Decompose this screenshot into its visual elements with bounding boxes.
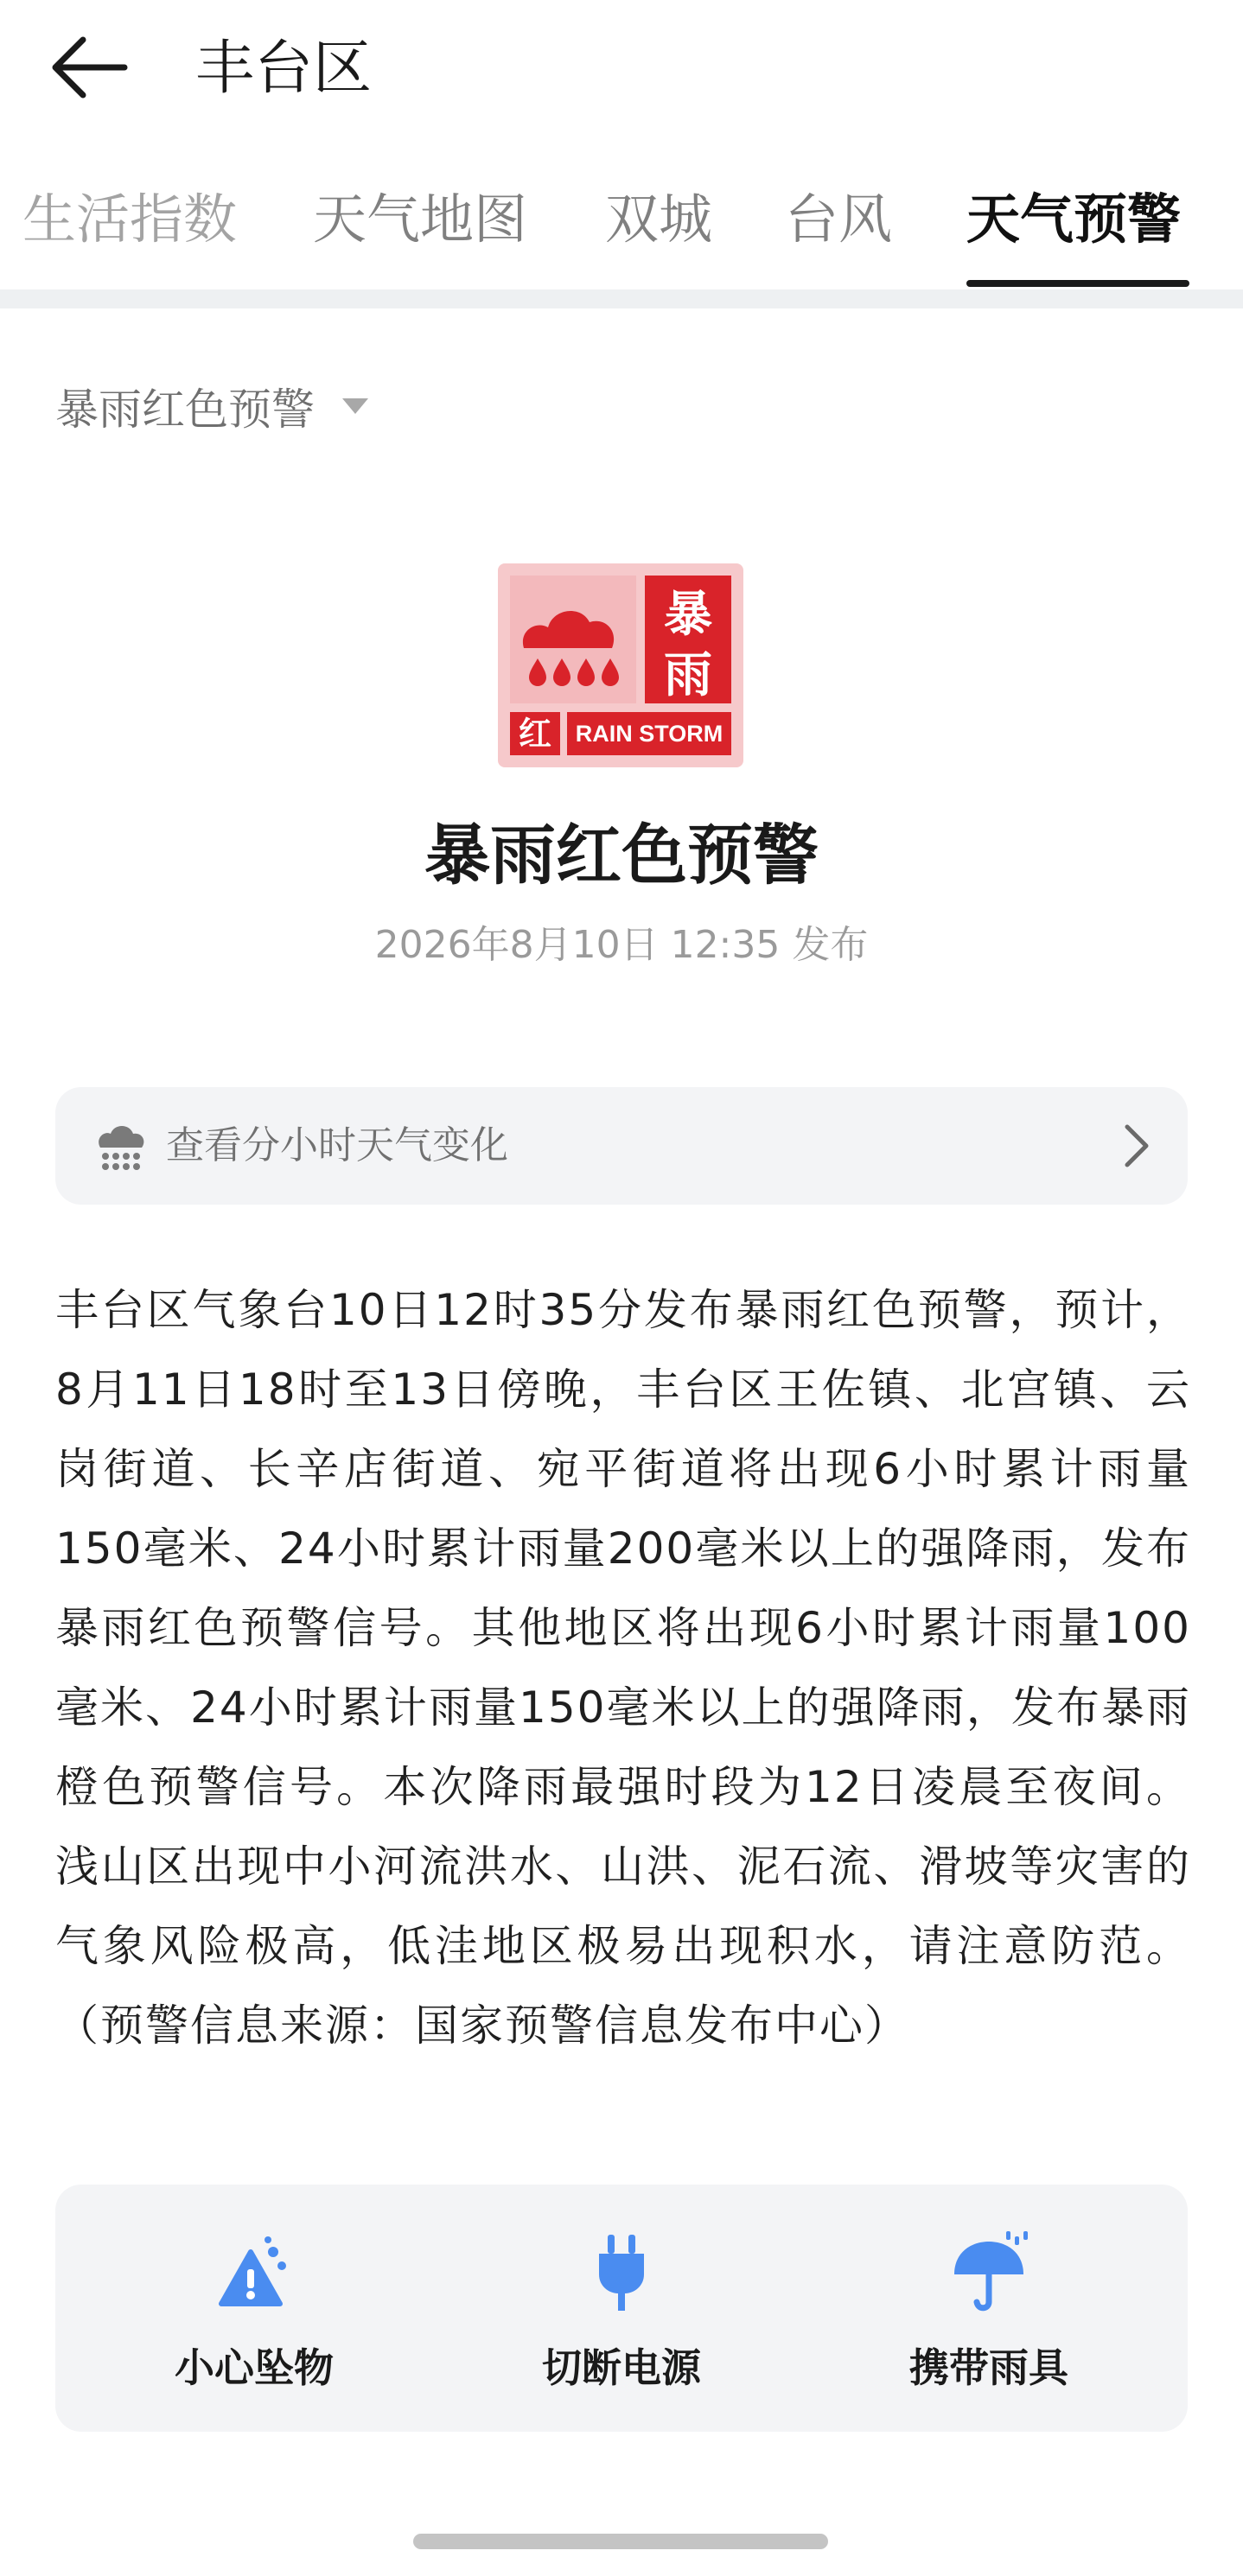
tip-label: 切断电源 xyxy=(542,2344,701,2391)
badge-char-top: 暴 xyxy=(664,587,712,643)
app-header xyxy=(0,0,1243,138)
tab-dual-city[interactable]: 双城 xyxy=(605,188,713,251)
alert-type-dropdown[interactable] xyxy=(55,372,370,441)
chevron-right-icon xyxy=(1124,1123,1150,1168)
power-plug-icon xyxy=(578,2229,665,2316)
back-arrow-icon xyxy=(48,33,128,102)
active-tab-indicator xyxy=(966,280,1189,287)
tip-label: 小心坠物 xyxy=(175,2344,334,2391)
page-title: 丰台区 xyxy=(195,35,373,103)
rainstorm-red-warning-badge xyxy=(498,563,743,767)
home-indicator[interactable] xyxy=(413,2534,828,2549)
alert-title: 暴雨红色预警 xyxy=(424,817,819,894)
back-button[interactable] xyxy=(48,33,143,102)
tab-typhoon[interactable]: 台风 xyxy=(785,188,893,251)
badge-english-label: RAIN STORM xyxy=(575,721,723,747)
badge-level: 红 xyxy=(518,715,552,753)
tab-weather-alert[interactable]: 天气预警 xyxy=(966,188,1182,251)
tab-divider xyxy=(0,289,1243,308)
safety-tips-card xyxy=(55,2185,1188,2432)
hourly-weather-link[interactable] xyxy=(55,1087,1188,1205)
tab-life-index[interactable]: 生活指数 xyxy=(22,188,238,251)
tip-falling-objects xyxy=(73,2185,436,2432)
tip-cut-power xyxy=(440,2185,803,2432)
alert-publish-time: 2026年8月10日 12:35 发布 xyxy=(374,923,869,967)
dropdown-triangle-icon xyxy=(341,397,370,416)
alert-description: 丰台区气象台10日12时35分发布暴雨红色预警，预计，8月11日18时至13日傍晚，丰台区王佐镇、北宫镇、云岗街道、长辛店街道、宛平街道将出现6小时累计雨量150毫米、24小时累计雨量200毫米以上的强降雨，发布暴雨红色预警信号。其他地区将出现6小时累计雨量100毫米、24小时累计雨量150毫米以上的强降雨，发布暴雨橙色预警信号。本次降雨最强时段为12日凌晨至夜间。浅山区出现中小河流洪水、山洪、泥石流、滑坡等灾害的气象风险极高，低洼地区极易出现积水，请注意防范。（预警信息来源：国家预警信息发布中心） xyxy=(55,1285,1191,2051)
tab-weather-map[interactable]: 天气地图 xyxy=(313,188,528,251)
alert-type-selected: 暴雨红色预警 xyxy=(55,385,315,435)
tip-label: 携带雨具 xyxy=(909,2344,1068,2391)
tip-bring-umbrella xyxy=(807,2185,1170,2432)
rain-cloud-icon xyxy=(93,1120,147,1172)
falling-object-warning-icon xyxy=(211,2229,297,2316)
umbrella-rain-icon xyxy=(946,2229,1032,2316)
badge-char-bottom: 雨 xyxy=(664,647,712,703)
tab-bar xyxy=(0,173,1243,289)
hourly-weather-label: 查看分小时天气变化 xyxy=(166,1123,508,1167)
